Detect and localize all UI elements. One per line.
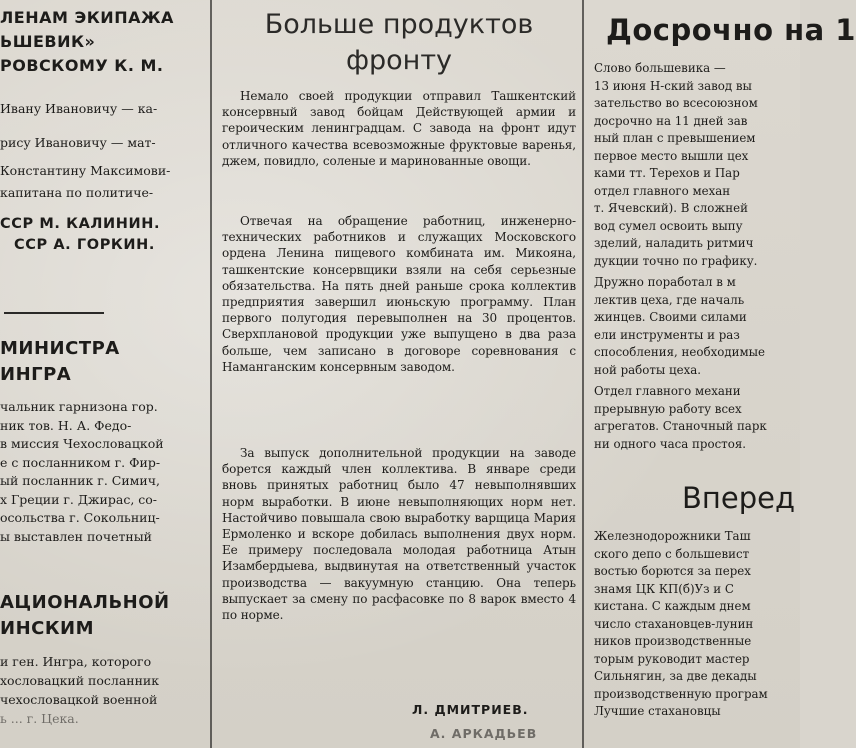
right-text-line: отдел главного механ [594,183,731,198]
right-text-line: знамя ЦК КП(б)Уз и С [594,581,734,596]
right-text-line: вод сумел освоить выпу [594,218,743,233]
right-text-line: кистана. С каждым днем [594,599,751,613]
left-text-line: х Греции г. Джирас, со- [0,491,158,507]
right-text-line: Слово большевика — [594,61,726,75]
article-paragraph: Немало своей продукции отправил Ташкентский консервный завод бойцам Действующей армии и героическим ленинградцам. С завода на фронт идут отличного качества всевозможные фруктовые варенья, джем, повидло, соленые и маринованные овощи. [222,89,576,168]
left-text-line: ник тов. Н. А. Федо- [0,417,132,433]
right-article-title: Досрочно на 1 [606,13,856,47]
left-text-line: е с посланником г. Фир- [0,454,161,470]
right-text-line: досрочно на 11 дней зав [594,113,748,128]
right-text-line: прерывную работу всех [594,401,742,416]
right-text-line: ского депо с большевист [594,546,750,561]
right-text-line: т. Ячевский). В сложней [594,201,748,215]
article-paragraph: За выпуск дополнительной продукции на заводе борется каждый член коллектива. В январе среди вновь принятых работниц было 47 невыполнявших норм выработки. В июне невыполняющих норм нет. Настойчиво повышала свою выработку варщица Мария Ермоленко и вскоре добилась выполнения двух норм. Ее примеру последовала молодая работница Атын Изамбердыева, выдвинутая на ответственный участок производства — вакуумную станцию. Она теперь выпускает за смену по расфасовке по 8 варок вместо 4 по норме. [222,446,576,623]
left-text-line: чехословацкой военной [0,692,158,707]
left-text-line: Константину Максимови- [0,163,171,178]
column-rule [582,0,584,748]
right-text-line: способления, необходимые [594,345,766,359]
right-text-line: востью борются за перех [594,564,751,578]
right-article2-title: Вперед [682,481,795,515]
right-text-line: 13 июня Н-ский завод вы [594,78,752,93]
column-rule [210,0,212,748]
left-column [0,0,210,748]
article-title: фронту [345,45,453,76]
right-text-line: ной работы цеха. [594,362,702,377]
left-signature-line: ССР А. ГОРКИН. [14,237,155,253]
right-text-line: Сильнягин, за две декады [594,669,757,683]
left-text-line: осольства г. Сокольниц- [0,510,160,525]
right-text-line: агрегатов. Станочный парк [594,419,767,433]
left-text-line: хословацкий посланник [0,673,160,688]
right-text-line: дукции точно по графику. [594,253,758,268]
left-text-line: ы выставлен почетный [0,528,153,544]
left-text-line: ый посланник г. Симич, [0,473,160,488]
right-text-line: число стахановцев-лунин [594,616,754,631]
right-text-line: торым руководит мастер [594,651,750,666]
right-text-line: ный план с превышением [594,131,756,145]
left-header-line: МИНИСТРА [0,338,120,359]
right-column [588,0,856,748]
article-title: Больше продуктов [264,9,534,40]
right-text-line: зделий, наладить ритмич [594,236,754,250]
right-text-line: ели инструменты и раз [594,327,740,342]
author-signature: Л. ДМИТРИЕВ. [412,702,529,717]
right-text-line: жинцев. Своими силами [594,310,747,324]
left-text-line: чальник гарнизона гор. [0,399,158,414]
section-divider [4,312,104,314]
left-header-line: ИНГРА [0,364,72,385]
right-text-line: ников производственные [594,634,752,648]
left-text-line: капитана по политиче- [0,185,154,200]
right-text-line: Лучшие стахановцы [594,704,721,718]
right-text-line: ни одного часа простоя. [594,436,747,451]
left-signature-line: ССР М. КАЛИНИН. [0,216,161,232]
right-text-line: ками тт. Терехов и Пар [594,166,740,180]
right-text-line: производственную програм [594,686,768,701]
left-text-line: рису Ивановичу — мат- [0,135,156,150]
left-text-line: Ивану Ивановичу — ка- [0,101,158,116]
right-text-line: Дружно поработал в м [594,275,736,289]
left-header-line: ЛЕНАМ ЭКИПАЖА [0,8,174,27]
right-text-line: зательство во всесоюзном [594,96,758,110]
left-text-line: ь ... г. Цека. [0,711,79,726]
left-header-line: ЬШЕВИК» [0,32,96,51]
left-text-line: и ген. Ингра, которого [0,654,152,669]
left-header-line: РОВСКОМУ К. М. [0,56,164,75]
author-signature: А. АРКАДЬЕВ [430,726,538,741]
right-text-line: Отдел главного механи [594,384,741,398]
right-text-line: первое место вышли цех [594,148,749,163]
middle-column [216,0,582,748]
right-text-line: Железнодорожники Таш [594,529,751,543]
left-header-line: АЦИОНАЛЬНОЙ [0,592,170,613]
right-text-line: лектив цеха, где началь [594,292,745,307]
article-paragraph: Отвечая на обращение работниц, инженерно-технических работников и служащих Московского ордена Ленина пищевого комбината им. Микояна, ташкентские консервщики взяли на себя серьезные обязательства. На пять дней раньше срока коллектив предприятия завершил июньскую программу. План первого полугодия перевыполнен на 30 процентов. Сверхплановой продукции уже выпущено в два раза больше, чем записано в договоре соревнования с Наманганским консервным заводом. [222,214,576,374]
left-text-line: в миссия Чехословацкой [0,436,164,451]
left-header-line: ИНСКИМ [0,618,95,639]
